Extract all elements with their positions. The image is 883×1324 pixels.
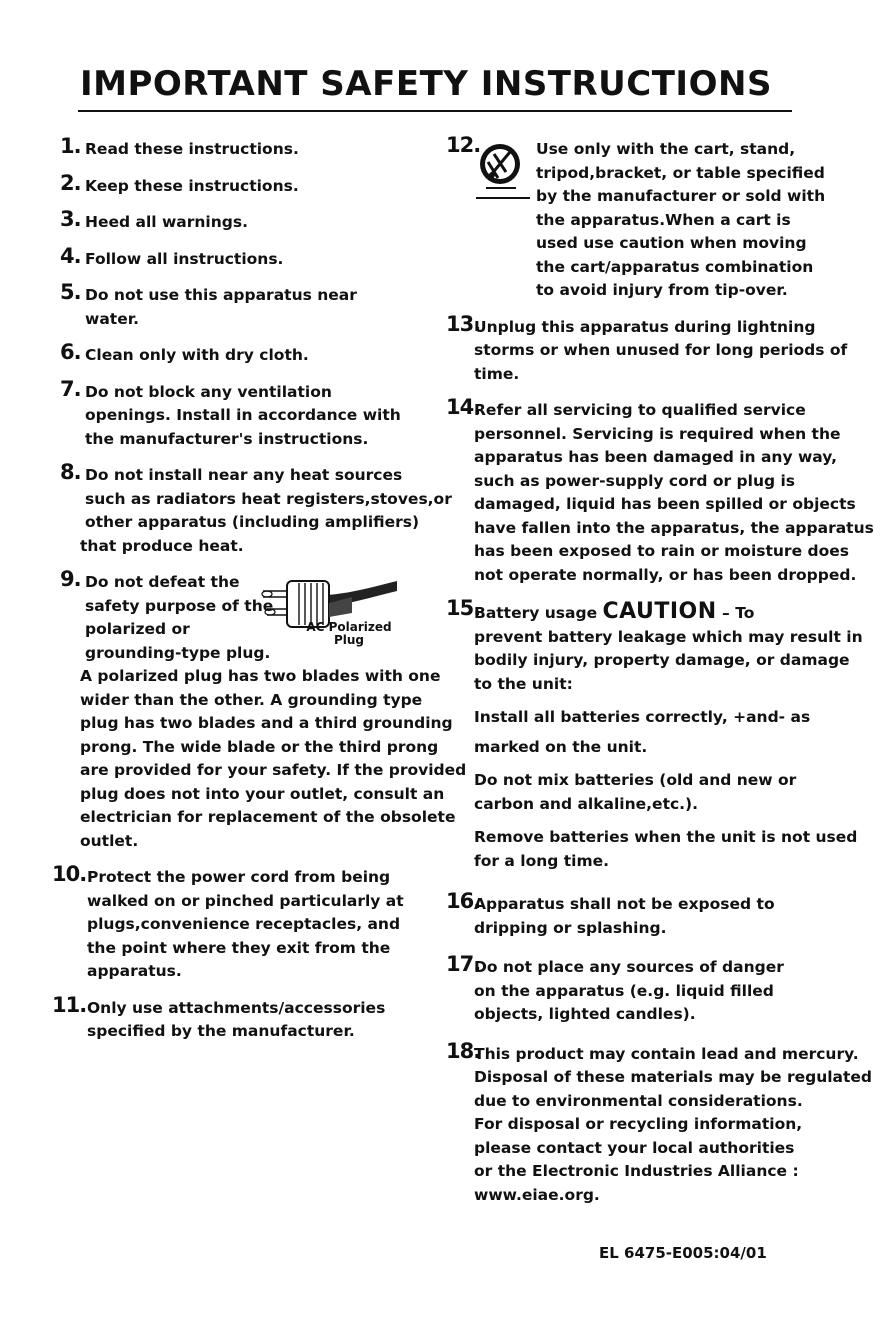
cart-tipover-warning-icon [476, 142, 530, 202]
item-text: Read these instructions. [85, 140, 299, 158]
item-text: due to environmental considerations. [474, 1091, 803, 1110]
item-text: that produce heat. [80, 536, 244, 555]
list-item [446, 395, 874, 587]
list-item [446, 596, 863, 873]
item-number: 7. [60, 376, 81, 401]
item-text: the manufacturer's instructions. [85, 429, 369, 448]
item-number: 4. [60, 243, 81, 268]
item-number: 8. [60, 460, 81, 484]
list-item [446, 952, 836, 1027]
item-text: Do not defeat the [85, 573, 240, 591]
item-number: 10. [52, 862, 87, 886]
item-text: bodily injury, property damage, or damage [474, 651, 850, 669]
item-text: plug does not into your outlet, consult an [80, 784, 445, 803]
list-item [52, 460, 452, 558]
item-text: outlet. [80, 831, 139, 850]
item-text: walked on or pinched particularly at [87, 891, 404, 910]
item-text: For disposal or recycling information, [474, 1115, 803, 1133]
item-text: to avoid injury from tip-over. [536, 281, 788, 299]
item-text: such as radiators heat registers,stoves,or [85, 489, 452, 508]
item-text: wider than the other. A grounding type [80, 690, 423, 709]
item-number: 12. [446, 133, 481, 157]
list-item [52, 243, 432, 272]
item-text: please contact your local authorities [474, 1138, 795, 1157]
item-text: Install all batteries correctly, +and- as [474, 708, 811, 726]
item-text: A polarized plug has two blades with one [80, 667, 441, 685]
item-text: Do not mix batteries (old and new or [474, 771, 797, 789]
item-text: marked on the unit. [474, 737, 648, 756]
list-item [52, 134, 432, 162]
item-text: Only use attachments/accessories [87, 998, 386, 1017]
list-item [52, 207, 432, 235]
item-text: storms or when unused for long periods of [474, 341, 848, 359]
item-text: Disposal of these materials may be regulated [474, 1068, 873, 1086]
item-text: personnel. Servicing is required when the [474, 424, 841, 443]
item-text: for a long time. [474, 851, 610, 870]
list-item [52, 992, 432, 1044]
item-number: 1. [60, 134, 81, 158]
item-text: time. [474, 364, 520, 383]
item-text: This product may contain lead and mercury. [474, 1044, 859, 1063]
item-text: specified by the manufacturer. [87, 1022, 355, 1040]
page-title: IMPORTANT SAFETY INSTRUCTIONS [80, 64, 772, 104]
polarized-plug-paragraph [80, 665, 467, 853]
list-item [446, 133, 836, 303]
caption-text: Plug [333, 633, 365, 647]
item-text: Keep these instructions. [85, 176, 299, 195]
item-text: such as power-supply cord or plug is [474, 471, 796, 490]
item-text: polarized or [85, 620, 190, 638]
item-text: objects, lighted candles). [474, 1005, 696, 1023]
item-text: have fallen into the apparatus, the apparatus [474, 518, 874, 537]
item-text: water. [85, 309, 140, 328]
document-code: EL 6475-E005:04/01 [599, 1244, 767, 1262]
list-item [52, 376, 432, 452]
item-text: – To [716, 604, 755, 622]
item-number: 13. [446, 311, 481, 336]
item-text: damaged, liquid has been spilled or objects [474, 495, 856, 513]
item-text: Unplug this apparatus during lightning [474, 317, 816, 336]
item-text: prong. The wide blade or the third prong [80, 737, 439, 756]
item-number: 18. [446, 1038, 481, 1063]
item-text: other apparatus (including amplifiers) [85, 513, 420, 531]
item-text: openings. Install in accordance with [85, 406, 401, 424]
item-number: 15. [446, 596, 481, 620]
item-text: Do not use this apparatus near [85, 286, 357, 304]
item-text: Do not install near any heat sources [85, 466, 403, 484]
item-text [474, 600, 836, 626]
item-text: safety purpose of the [85, 596, 274, 615]
list-item [52, 280, 432, 331]
item-text: tripod,bracket, or table specified [536, 163, 825, 182]
item-text: Apparatus shall not be exposed to [474, 895, 775, 913]
item-text: has been exposed to rain or moisture does [474, 542, 849, 560]
item-text: plugs,convenience receptacles, and [87, 915, 401, 933]
list-item [52, 340, 432, 368]
item-text: the apparatus.When a cart is [536, 210, 791, 229]
item-number: 2. [60, 170, 81, 195]
item-text: are provided for your safety. If the provided [80, 761, 467, 779]
item-text: or the Electronic Industries Alliance : [474, 1162, 799, 1180]
item-text: Do not block any ventilation [85, 382, 332, 401]
item-text: to the unit: [474, 674, 573, 693]
item-number: 14. [446, 395, 481, 419]
item-text: electrician for replacement of the obsolete [80, 808, 456, 826]
item-text: the cart/apparatus combination [536, 257, 814, 276]
item-number: 5. [60, 280, 81, 304]
plug-caption [299, 621, 399, 647]
item-text: Protect the power cord from being [87, 868, 391, 886]
item-number: 16. [446, 889, 481, 913]
item-number: 17. [446, 952, 481, 976]
item-text: Do not place any sources of danger [474, 958, 784, 976]
item-text: not operate normally, or has been dropped. [474, 565, 857, 584]
item-text: dripping or splashing. [474, 918, 667, 937]
list-item [446, 1038, 873, 1208]
item-text: carbon and alkaline,etc.). [474, 794, 699, 813]
list-item [446, 311, 848, 387]
item-number: 3. [60, 207, 81, 231]
item-text: Follow all instructions. [85, 249, 284, 268]
item-text: apparatus. [87, 962, 182, 980]
caption-text: AC Polarized [306, 620, 392, 634]
item-text: Refer all servicing to qualified service [474, 401, 806, 419]
item-text: Clean only with dry cloth. [85, 346, 309, 364]
item-number: 6. [60, 340, 81, 364]
title-divider [78, 110, 792, 112]
item-number: 9. [60, 567, 81, 591]
right-column [446, 133, 874, 1220]
battery-usage-label: Battery usage [474, 604, 598, 622]
item-text: apparatus has been damaged in any way, [474, 448, 838, 466]
item-text: Remove batteries when the unit is not used [474, 828, 858, 846]
list-item [52, 862, 432, 984]
item-text: www.eiae.org. [474, 1185, 600, 1204]
item-text: on the apparatus (e.g. liquid filled [474, 981, 774, 1000]
list-item [52, 170, 432, 199]
caution-label: CAUTION [602, 599, 717, 624]
item-text: Use only with the cart, stand, [536, 140, 796, 158]
list-item [446, 889, 836, 940]
item-number: 11. [52, 992, 87, 1017]
item-text: used use caution when moving [536, 234, 807, 252]
item-text: by the manufacturer or sold with [536, 187, 826, 205]
item-text: prevent battery leakage which may result in [474, 627, 863, 646]
item-text: the point where they exit from the [87, 938, 391, 957]
item-text: grounding-type plug. [85, 643, 271, 662]
item-text: plug has two blades and a third grounding [80, 714, 453, 732]
item-text: Heed all warnings. [85, 213, 248, 231]
